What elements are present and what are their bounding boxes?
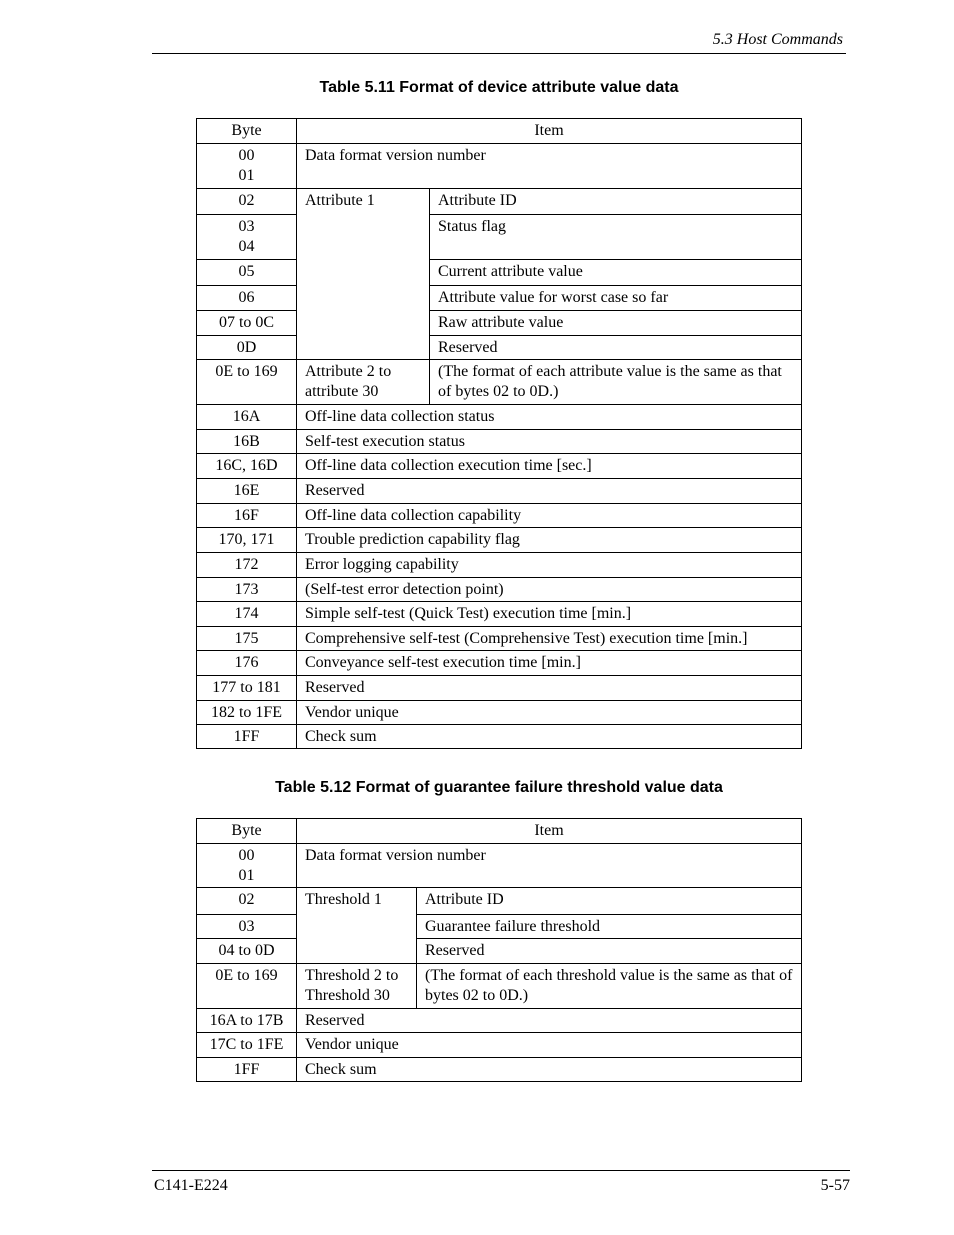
- byte-cell: 04 to 0D: [197, 939, 297, 964]
- byte-cell: 00 01: [197, 844, 297, 888]
- byte-cell: 03: [197, 915, 297, 939]
- column-header-byte: Byte: [197, 819, 297, 844]
- byte-cell: 0E to 169: [197, 360, 297, 405]
- group-cell: Attribute 2 to attribute 30: [297, 360, 430, 405]
- column-header-byte: Byte: [197, 119, 297, 144]
- byte-cell: 02: [197, 189, 297, 215]
- table-row: [197, 311, 802, 336]
- byte-cell: 00 01: [197, 144, 297, 189]
- byte-cell: 16A to 17B: [197, 1009, 297, 1033]
- item-cell: Status flag: [430, 215, 802, 260]
- table-row: [197, 405, 802, 430]
- table-row: [197, 1058, 802, 1082]
- byte-cell: 1FF: [197, 725, 297, 749]
- table-row: [197, 676, 802, 701]
- item-cell: Trouble prediction capability flag: [297, 528, 802, 553]
- item-cell: Off-line data collection status: [297, 405, 802, 430]
- header-rule: [152, 53, 846, 54]
- item-cell: Reserved: [417, 939, 802, 964]
- byte-cell: 173: [197, 578, 297, 602]
- item-cell: Self-test execution status: [297, 430, 802, 454]
- item-cell: Attribute value for worst case so far: [430, 286, 802, 311]
- byte-cell: 02: [197, 888, 297, 915]
- column-header-item: Item: [297, 819, 802, 844]
- table1-caption: Table 5.11 Format of device attribute value data: [319, 79, 679, 96]
- item-cell: Data format version number: [297, 144, 802, 189]
- item-cell: (The format of each threshold value is the same as that of bytes 02 to 0D.): [417, 964, 802, 1009]
- byte-cell: 177 to 181: [197, 676, 297, 701]
- device-attribute-table: [196, 118, 802, 749]
- byte-cell: 07 to 0C: [197, 311, 297, 336]
- table-row: [197, 479, 802, 504]
- table-row: [197, 454, 802, 479]
- item-cell: (The format of each attribute value is the same as that of bytes 02 to 0D.): [430, 360, 802, 405]
- item-cell: Check sum: [297, 725, 802, 749]
- byte-cell: 16E: [197, 479, 297, 504]
- byte-cell: 172: [197, 553, 297, 578]
- item-cell: Vendor unique: [297, 701, 802, 725]
- item-cell: Comprehensive self-test (Comprehensive Test) execution time [min.]: [297, 627, 802, 651]
- table-row: [197, 1033, 802, 1058]
- byte-cell: 06: [197, 286, 297, 311]
- item-cell: Reserved: [297, 1009, 802, 1033]
- table-row: [197, 602, 802, 627]
- table-row: [197, 964, 802, 1009]
- group-cell: Threshold 1: [297, 888, 417, 964]
- byte-cell: 17C to 1FE: [197, 1033, 297, 1058]
- item-cell: Current attribute value: [430, 260, 802, 286]
- table-row: [197, 504, 802, 528]
- item-cell: Off-line data collection capability: [297, 504, 802, 528]
- table-row: [197, 360, 802, 405]
- byte-cell: 175: [197, 627, 297, 651]
- byte-cell: 05: [197, 260, 297, 286]
- table-row: [197, 939, 802, 964]
- item-cell: Reserved: [297, 479, 802, 504]
- item-cell: Guarantee failure threshold: [417, 915, 802, 939]
- table-row: [197, 553, 802, 578]
- item-cell: Attribute ID: [417, 888, 802, 915]
- item-cell: Check sum: [297, 1058, 802, 1082]
- table-row: [197, 627, 802, 651]
- table-row: [197, 336, 802, 360]
- table-row: [197, 144, 802, 189]
- item-cell: Reserved: [297, 676, 802, 701]
- table-row: [197, 915, 802, 939]
- item-cell: Off-line data collection execution time [sec.]: [297, 454, 802, 479]
- group-cell: Attribute 1: [297, 189, 430, 360]
- byte-cell: 16C, 16D: [197, 454, 297, 479]
- table-row: [197, 430, 802, 454]
- byte-cell: 0D: [197, 336, 297, 360]
- table-row: [197, 1009, 802, 1033]
- byte-cell: 174: [197, 602, 297, 627]
- byte-cell: 16B: [197, 430, 297, 454]
- document-id: C141-E224: [154, 1177, 228, 1194]
- footer-rule: [152, 1170, 850, 1171]
- table-header-row: [197, 819, 802, 844]
- item-cell: Reserved: [430, 336, 802, 360]
- table-row: [197, 844, 802, 888]
- byte-cell: 16A: [197, 405, 297, 430]
- threshold-value-table: [196, 818, 802, 1082]
- byte-cell: 03 04: [197, 215, 297, 260]
- table-row: [197, 528, 802, 553]
- byte-cell: 182 to 1FE: [197, 701, 297, 725]
- group-cell: Threshold 2 to Threshold 30: [297, 964, 417, 1009]
- table-row: [197, 651, 802, 676]
- item-cell: Raw attribute value: [430, 311, 802, 336]
- table-row: [197, 578, 802, 602]
- table-row: [197, 701, 802, 725]
- table-row: [197, 725, 802, 749]
- byte-cell: 170, 171: [197, 528, 297, 553]
- byte-cell: 1FF: [197, 1058, 297, 1082]
- item-cell: Attribute ID: [430, 189, 802, 215]
- byte-cell: 16F: [197, 504, 297, 528]
- table-header-row: [197, 119, 802, 144]
- table-row: [197, 888, 802, 915]
- table2-caption: Table 5.12 Format of guarantee failure threshold value data: [275, 779, 723, 796]
- item-cell: Vendor unique: [297, 1033, 802, 1058]
- item-cell: Data format version number: [297, 844, 802, 888]
- table-row: [197, 260, 802, 286]
- table-row: [197, 286, 802, 311]
- section-header: 5.3 Host Commands: [712, 31, 843, 48]
- item-cell: (Self-test error detection point): [297, 578, 802, 602]
- byte-cell: 176: [197, 651, 297, 676]
- column-header-item: Item: [297, 119, 802, 144]
- byte-cell: 0E to 169: [197, 964, 297, 1009]
- item-cell: Error logging capability: [297, 553, 802, 578]
- table-row: [197, 215, 802, 260]
- table-row: [197, 189, 802, 215]
- item-cell: Simple self-test (Quick Test) execution time [min.]: [297, 602, 802, 627]
- page-number: 5-57: [820, 1177, 850, 1194]
- item-cell: Conveyance self-test execution time [min.]: [297, 651, 802, 676]
